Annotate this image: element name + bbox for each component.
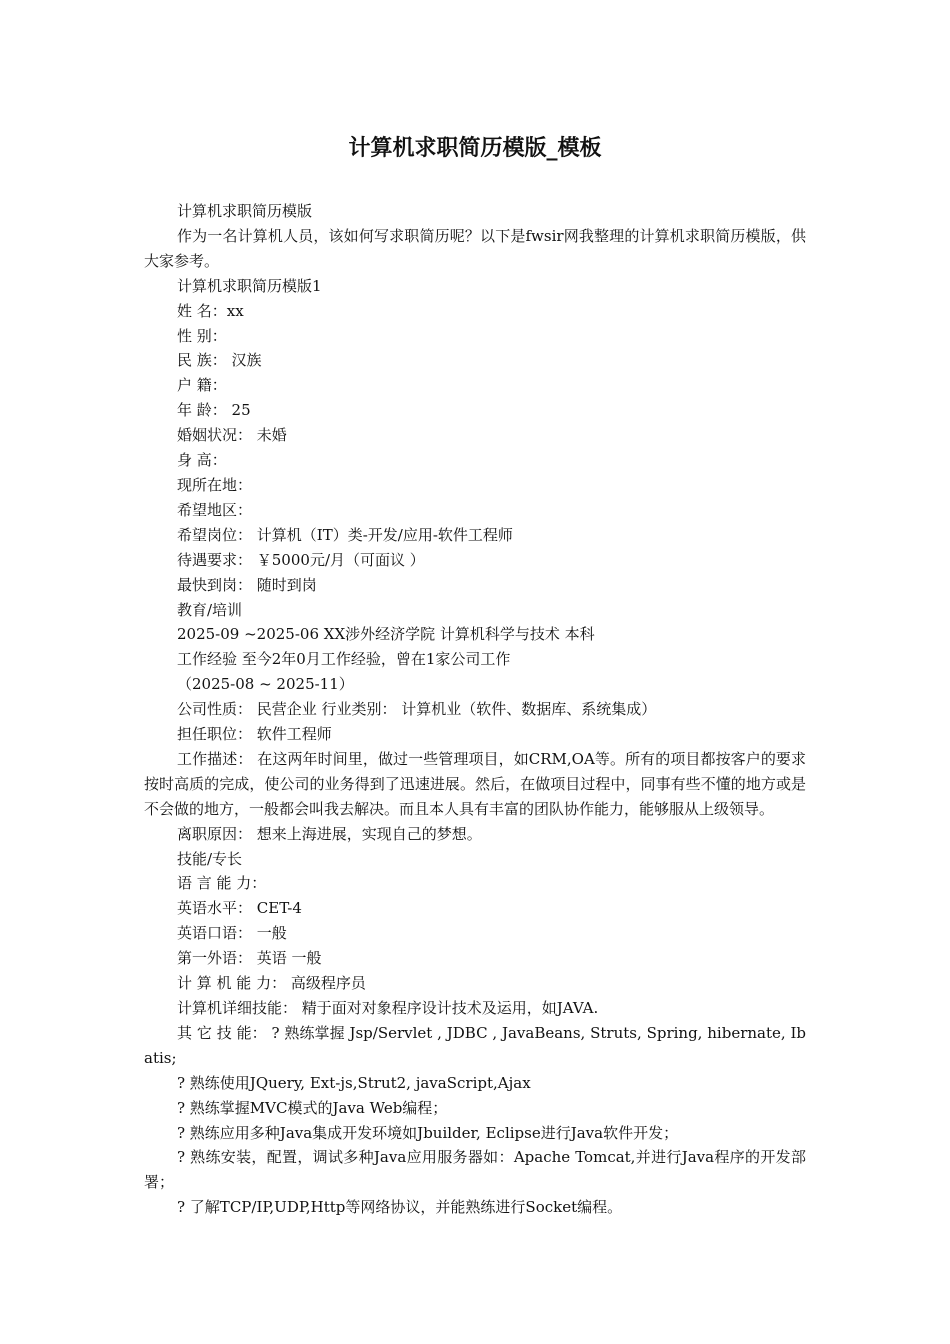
paragraph: 最快到岗： 随时到岗	[177, 575, 317, 594]
document-title: 计算机求职简历模版_模板	[348, 136, 602, 161]
paragraph: 姓 名：xx	[177, 301, 244, 320]
paragraph: ? 了解TCP/IP,UDP,Http等网络协议，并能熟练进行Socket编程。	[177, 1198, 623, 1217]
paragraph: （2025-08 ~ 2025-11）	[177, 675, 354, 694]
paragraph: 希望岗位： 计算机（IT）类-开发/应用-软件工程师	[177, 525, 513, 544]
paragraph: 民 族： 汉族	[177, 351, 262, 370]
paragraph: ? 熟练掌握MVC模式的Java Web编程；	[177, 1098, 448, 1117]
paragraph: 计算机详细技能： 精于面对对象程序设计技术及运用，如JAVA.	[177, 999, 599, 1017]
paragraph: 计算机求职简历模版1	[177, 276, 322, 295]
paragraph: 户 籍：	[177, 376, 227, 395]
paragraph: 英语口语： 一般	[177, 924, 287, 943]
paragraph: 作为一名计算机人员，该如何写求职简历呢？以下是fwsir网我整理的计算机求职简历模版，供大家参考。	[144, 226, 806, 270]
paragraph: 性 别：	[177, 326, 227, 345]
paragraph: 婚姻状况： 未婚	[177, 426, 287, 445]
paragraph: 工作经验 至今2年0月工作经验，曾在1家公司工作	[177, 650, 511, 669]
paragraph: 离职原因： 想来上海进展，实现自己的梦想。	[177, 824, 482, 843]
paragraph: ? 熟练应用多种Java集成开发环境如Jbuilder, Eclipse进行Java软件开发；	[177, 1123, 679, 1142]
paragraph: ? 熟练安装，配置，调试多种Java应用服务器如：Apache Tomcat,并进行Java程序的开发部署；	[144, 1148, 806, 1192]
paragraph: 现所在地：	[177, 475, 253, 494]
paragraph: 计 算 机 能 力： 高级程序员	[177, 974, 366, 993]
paragraph: 语 言 能 力：	[177, 874, 267, 893]
paragraph: 2025-09 ~2025-06 XX涉外经济学院 计算机科学与技术 本科	[177, 625, 595, 644]
paragraph: ? 熟练使用JQuery, Ext-js,Strut2, javaScript,Ajax	[177, 1073, 531, 1092]
paragraph: 其 它 技 能： ? 熟练掌握 Jsp/Servlet , JDBC , JavaBeans, Struts, Spring, hibernate, Ibatis;	[144, 1023, 806, 1067]
paragraph: 教育/培训	[177, 600, 243, 619]
paragraph: 英语水平： CET-4	[177, 899, 302, 918]
paragraph: 年 龄： 25	[177, 401, 251, 420]
paragraph: 工作描述： 在这两年时间里，做过一些管理项目，如CRM,OA等。所有的项目都按客户的要求按时高质的完成，使公司的业务得到了迅速进展。然后，在做项目过程中，同事有些不懂的地方或是不会做的地方，一般都会叫我去解决。而且本人具有丰富的团队协作能力，能够服从上级领导。	[144, 749, 806, 818]
paragraph: 计算机求职简历模版	[177, 202, 313, 220]
paragraph: 担任职位： 软件工程师	[177, 725, 332, 744]
paragraph: 公司性质： 民营企业 行业类别： 计算机业（软件、数据库、系统集成）	[177, 700, 657, 719]
document-body	[144, 199, 806, 1220]
paragraph: 希望地区：	[177, 500, 253, 519]
paragraph: 技能/专长	[177, 849, 243, 868]
paragraph: 第一外语： 英语 一般	[177, 949, 322, 968]
paragraph: 身 高：	[177, 451, 227, 470]
paragraph: 待遇要求： ￥5000元/月（可面议 ）	[177, 550, 425, 569]
